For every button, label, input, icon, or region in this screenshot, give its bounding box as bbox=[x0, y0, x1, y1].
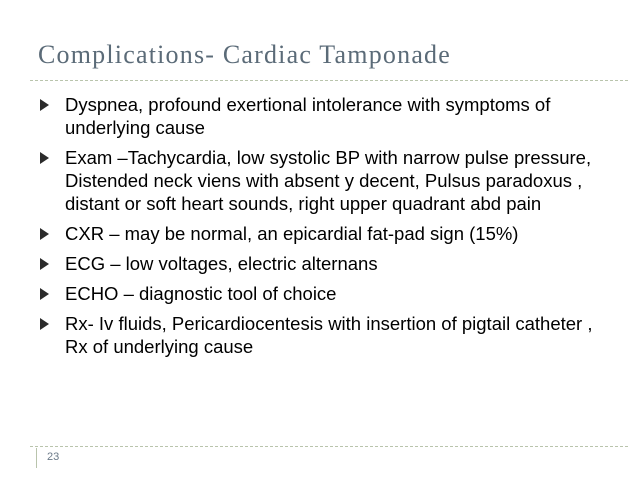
bullet-item-dyspnea bbox=[38, 93, 618, 139]
bullet-item-exam bbox=[38, 146, 618, 215]
bullet-item-rx bbox=[38, 312, 618, 358]
bullet-item-ecg bbox=[38, 252, 618, 275]
footer-vertical-divider bbox=[36, 448, 37, 468]
slide-title: Complications- Cardiac Tamponade bbox=[38, 40, 452, 69]
triangle-bullet-icon bbox=[40, 288, 49, 300]
bullet-list bbox=[38, 93, 618, 365]
triangle-bullet-icon bbox=[40, 99, 49, 111]
triangle-bullet-icon bbox=[40, 258, 49, 270]
bullet-text: ECG – low voltages, electric alternans bbox=[65, 253, 378, 274]
bullet-item-echo bbox=[38, 282, 618, 305]
bullet-text: Exam –Tachycardia, low systolic BP with narrow pulse pressure, Distended neck viens with absent y decent, Pulsus paradoxus , distant or soft heart sounds, right upper quadrant abd pain bbox=[65, 147, 592, 214]
page-number: 23 bbox=[47, 451, 60, 463]
bullet-text: Dyspnea, profound exertional intolerance with symptoms of underlying cause bbox=[65, 94, 551, 138]
triangle-bullet-icon bbox=[40, 318, 49, 330]
bullet-item-cxr bbox=[38, 222, 618, 245]
triangle-bullet-icon bbox=[40, 228, 49, 240]
triangle-bullet-icon bbox=[40, 152, 49, 164]
title-divider bbox=[30, 80, 628, 81]
bullet-text: Rx- Iv fluids, Pericardiocentesis with insertion of pigtail catheter , Rx of underlying cause bbox=[65, 313, 593, 357]
footer-divider bbox=[30, 446, 628, 447]
bullet-text: CXR – may be normal, an epicardial fat-pad sign (15%) bbox=[65, 223, 519, 244]
bullet-text: ECHO – diagnostic tool of choice bbox=[65, 283, 337, 304]
